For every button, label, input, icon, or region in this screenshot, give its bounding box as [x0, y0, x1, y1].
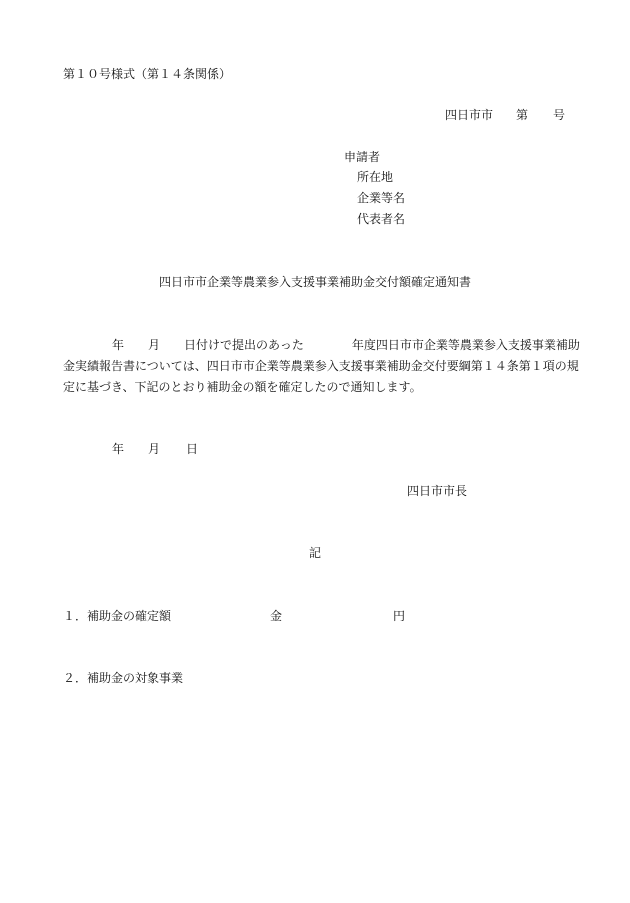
doc-number-dai: 第 — [516, 108, 529, 122]
body-paragraph — [63, 335, 593, 398]
applicant-company-label: 企業等名 — [357, 191, 406, 205]
body-month: 月 — [148, 338, 161, 352]
applicant-representative-label: 代表者名 — [357, 212, 406, 226]
form-number: 第１０号様式（第１４条関係） — [63, 67, 232, 81]
item-1-label: １．補助金の確定額 — [63, 609, 172, 623]
doc-number-go: 号 — [553, 108, 566, 122]
applicant-address-label: 所在地 — [357, 170, 394, 184]
applicant-heading: 申請者 — [344, 150, 381, 164]
body-line-3: 定に基づき、下記のとおり補助金の額を確定したので通知します。 — [63, 380, 422, 394]
body-year: 年 — [112, 338, 125, 352]
item-1-kin: 金 — [270, 609, 283, 623]
doc-number-city: 四日市市 — [445, 108, 494, 122]
body-line-1 — [63, 335, 593, 356]
body-text-fiscal-year: 年度四日市市企業等農業参入支援事業補助 — [351, 338, 580, 352]
body-text-submitted: 日付けで提出のあった — [184, 338, 304, 352]
date-month: 月 — [148, 442, 161, 456]
date-year: 年 — [112, 442, 125, 456]
item-1-yen: 円 — [393, 609, 406, 623]
mayor-signature: 四日市市長 — [407, 484, 468, 498]
date-day: 日 — [186, 442, 199, 456]
item-2-label: ２．補助金の対象事業 — [63, 671, 184, 685]
body-line-2: 金実績報告書については、四日市市企業等農業参入支援事業補助金交付要綱第１４条第１項の規 — [63, 359, 579, 373]
ki-heading: 記 — [308, 546, 321, 560]
document-title: 四日市市企業等農業参入支援事業補助金交付額確定通知書 — [158, 275, 471, 289]
